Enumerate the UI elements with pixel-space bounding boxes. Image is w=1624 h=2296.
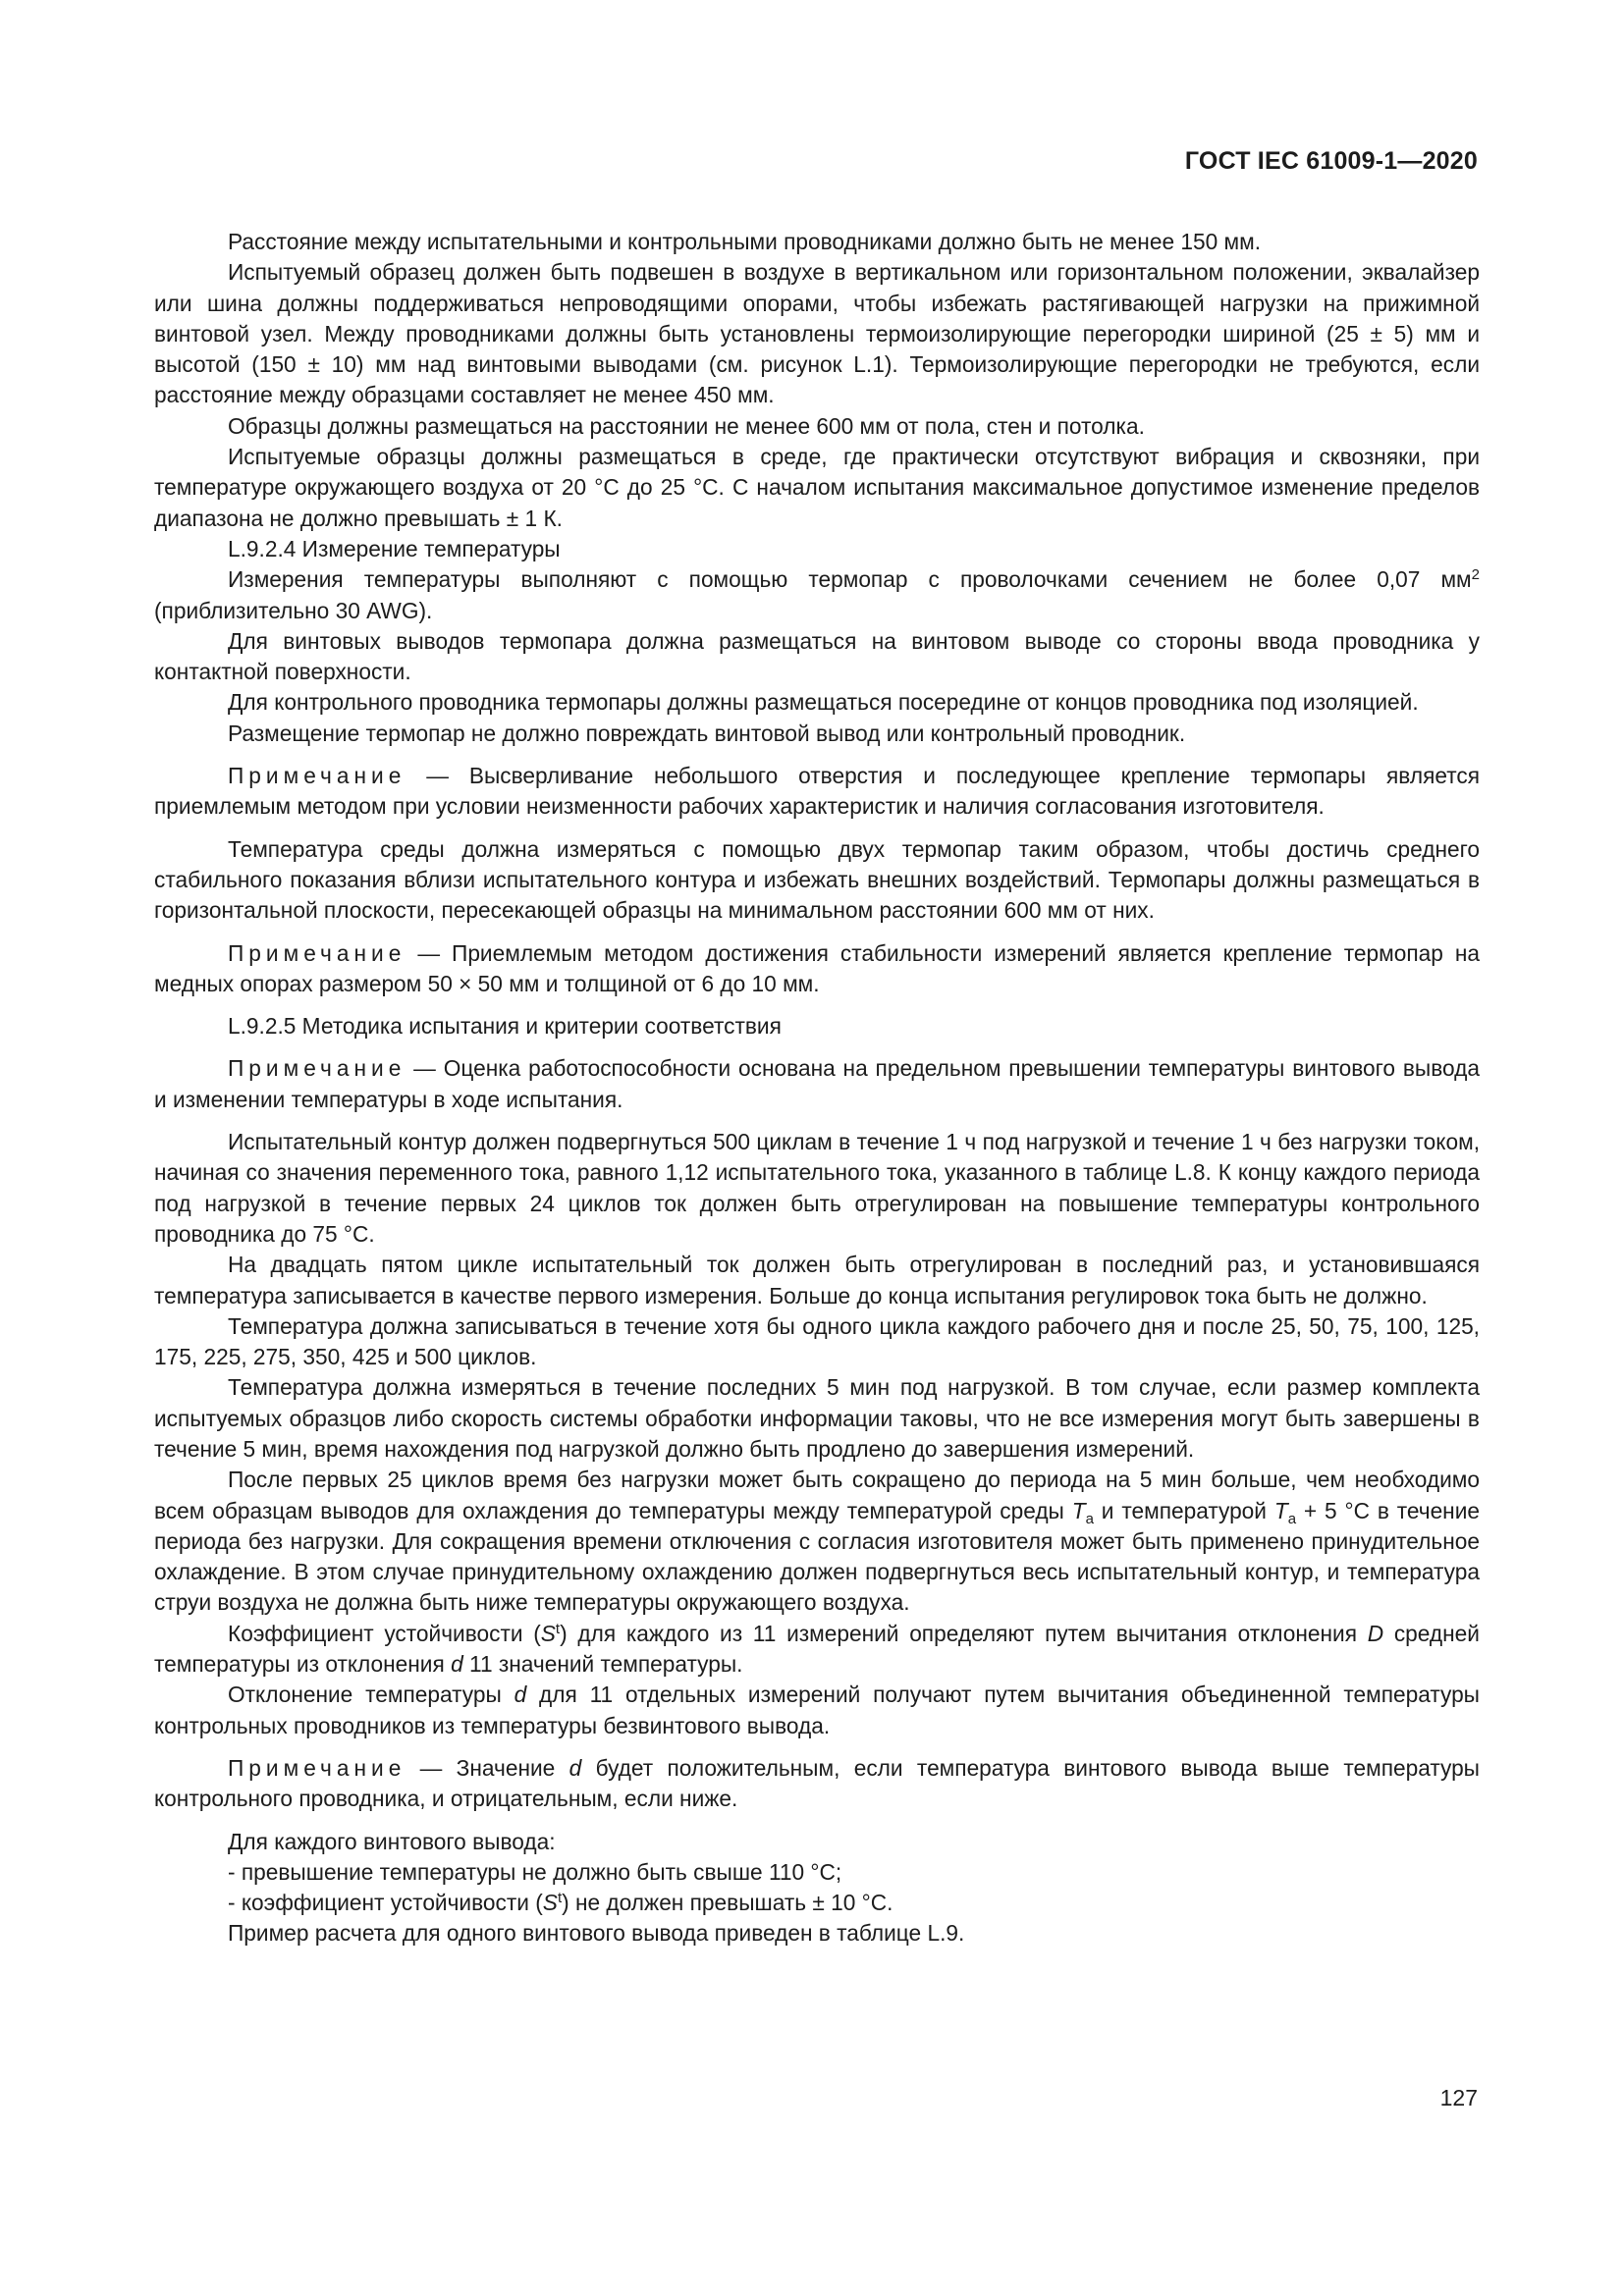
list-item: - превышение температуры не должно быть свыше 110 °С; — [228, 1858, 842, 1885]
note: Примечание — Оценка работоспособности основана на предельном превышении температуры винтового вывода и изменении температуры в ходе испытания. — [154, 1055, 1480, 1112]
note: Примечание — Значение d будет положительным, если температура винтового вывода выше температуры контрольного проводника, и отрицательным, если ниже. — [154, 1754, 1480, 1812]
paragraph: Температура должна записываться в течение хотя бы одного цикла каждого рабочего дня и после 25, 50, 75, 100, 125, 175, 225, 275, 350, 425 и 500 циклов. — [154, 1312, 1480, 1370]
paragraph: Для винтовых выводов термопара должна размещаться на винтовом выводе со стороны ввода проводника у контактной поверхности. — [154, 627, 1480, 685]
paragraph: Расстояние между испытательными и контрольными проводниками должно быть не менее 150 мм. — [228, 229, 1262, 254]
paragraph: Отклонение температуры d для 11 отдельных измерений получают путем вычитания объединенной температуры контрольных проводников из температуры безвинтового вывода. — [154, 1682, 1480, 1738]
paragraph: Пример расчета для одного винтового вывода приведен в таблице L.9. — [228, 1920, 965, 1947]
paragraph: Измерения температуры выполняют с помощью термопар с проволочками сечением не более 0,07 $мм^2$ (приблизительно 30 AWG). — [154, 566, 1480, 623]
paragraph: Для контрольного проводника термопары должны размещаться посередине от концов проводника под изоляцией. — [228, 689, 1419, 716]
paragraph: Испытуемые образцы должны размещаться в среде, где практически отсутствуют вибрация и сквозняки, при температуре окружающего воздуха от 20 °С до 25 °С. С началом испытания максимальное допустимое изменение пределов диапазона не должно превышать ± 1 К. — [154, 444, 1480, 531]
paragraph: Образцы должны размещаться на расстоянии не менее 600 мм от пола, стен и потолка. — [228, 412, 1145, 439]
paragraph: На двадцать пятом цикле испытательный ток должен быть отрегулирован в последний раз, и установившаяся температура записывается в качестве первого измерения. Больше до конца испытания регулировок тока быть не должно. — [154, 1252, 1480, 1308]
section-heading: L.9.2.4 Измерение температуры — [228, 535, 561, 561]
paragraph: Размещение термопар не должно повреждать винтовой вывод или контрольный проводник. — [228, 720, 1186, 746]
note-label: Примечание — [228, 763, 406, 789]
list-item: - коэффициент устойчивости $(S^t)$ не должен превышать ± 10 °С. — [228, 1890, 893, 1916]
paragraph: Температура должна измеряться в течение последних 5 мин под нагрузкой. В том случае, если размер комплекта испытуемых образцов либо скорость системы обработки информации таковы, что не все измерения могут быть завершены в течение 5 мин, время нахождения под нагрузкой должно быть продлено до завершения измерений. — [154, 1374, 1480, 1462]
note-label: Примечание — [228, 1754, 406, 1781]
section-heading: L.9.2.5 Методика испытания и критерии соответствия — [228, 1013, 782, 1040]
paragraph: Испытуемый образец должен быть подвешен в воздухе в вертикальном или горизонтальном положении, эквалайзер или шина должны поддерживаться непроводящими опорами, чтобы избежать растягивающей нагрузки на прижимной винтовой узел. Между проводниками должны быть установлены термоизолирующие перегородки шириной (25 ± 5) мм и высотой (150 ± 10) мм над винтовыми выводами (см. рисунок L.1). Термоизолирующие перегородки не требуются, если расстояние между образцами составляет не менее 450 мм. — [154, 259, 1480, 408]
paragraph: Для каждого винтового вывода: — [228, 1828, 556, 1854]
note-label: Примечание — [228, 1055, 406, 1082]
document-header: ГОСТ IEC 61009-1—2020 — [1184, 147, 1478, 175]
note: Примечание — Приемлемым методом достижения стабильности измерений является крепление термопар на медных опорах размером 50 × 50 мм и толщиной от 6 до 10 мм. — [154, 939, 1480, 996]
document-body — [154, 227, 1480, 1949]
paragraph: Температура среды должна измеряться с помощью двух термопар таким образом, чтобы достичь среднего стабильного показания вблизи испытательного контура и избежать внешних воздействий. Термопары должны размещаться в горизонтальной плоскости, пересекающей образцы на минимальном расстоянии 600 мм от них. — [154, 835, 1480, 924]
page-number: 127 — [1439, 2085, 1478, 2110]
paragraph: После первых 25 циклов время без нагрузки может быть сокращено до периода на 5 мин больше, чем необходимо всем образцам выводов для охлаждения до температуры между температурой среды $T_a$ и температурой $T_a + 5$ °С в течение периода без нагрузки. Для сокращения времени отключения с согласия изготовителя может быть применено принудительное охлаждение. В этом случае принудительному охлаждению должен подвергнуться весь испытательный контур, и температура струи воздуха не должна быть ниже температуры окружающего воздуха. — [154, 1467, 1481, 1616]
paragraph: Коэффициент устойчивости $(S^t)$ для каждого из 11 измерений определяют путем вычитания отклонения D средней температуры из отклонения d 11 значений температуры. — [154, 1620, 1480, 1678]
note: Примечание — Высверливание небольшого отверстия и последующее крепление термопары является приемлемым методом при условии неизменности рабочих характеристик и наличия согласования изготовителя. — [154, 763, 1480, 820]
paragraph: Испытательный контур должен подвергнуться 500 циклам в течение 1 ч под нагрузкой и течение 1 ч без нагрузки током, начиная со значения переменного тока, равного 1,12 испытательного тока, указанного в таблице L.8. К концу каждого периода под нагрузкой в течение первых 24 циклов ток должен быть отрегулирован на повышение температуры контрольного проводника до 75 °С. — [154, 1129, 1480, 1247]
note-label: Примечание — [228, 939, 406, 966]
